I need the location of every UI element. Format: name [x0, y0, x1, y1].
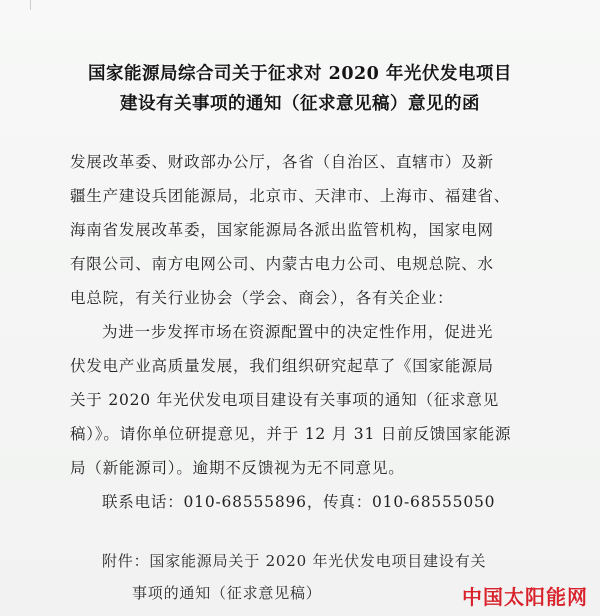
document-title-line-2: 建设有关事项的通知（征求意见稿）意见的函	[120, 94, 480, 114]
contact-line: 联系电话：010-68555896，传真：010-68555050	[102, 493, 496, 511]
body-paragraph-line-4: 稿）》。请你单位研提意见，并于 12 月 31 日前反馈国家能源	[70, 425, 512, 443]
body-paragraph-line-1: 为进一步发挥市场在资源配置中的决定性作用，促进光	[102, 323, 494, 341]
page-crease-mark	[30, 0, 31, 10]
attachment-line-2: 事项的通知（征求意见稿）	[132, 584, 322, 602]
site-watermark: 中国太阳能网	[462, 585, 588, 609]
addressee-line-3: 海南省发展改革委，国家能源局各派出监管机构，国家电网	[70, 221, 494, 239]
addressee-line-2: 疆生产建设兵团能源局，北京市、天津市、上海市、福建省、	[70, 187, 511, 205]
body-paragraph-line-2: 伏发电产业高质量发展，我们组织研究起草了《国家能源局	[70, 357, 494, 375]
body-paragraph-line-5: 局（新能源司）。逾期不反馈视为无不同意见。	[70, 459, 405, 477]
attachment-line-1: 附件：国家能源局关于 2020 年光伏发电项目建设有关	[102, 552, 487, 570]
addressee-line-4: 有限公司、南方电网公司、内蒙古电力公司、电规总院、水	[70, 255, 494, 273]
addressee-line-5: 电总院，有关行业协会（学会、商会），各有关企业：	[70, 289, 454, 307]
document-title-line-1: 国家能源局综合司关于征求对 2020 年光伏发电项目	[88, 64, 512, 84]
addressee-line-1: 发展改革委、财政部办公厅，各省（自治区、直辖市）及新	[70, 153, 494, 171]
body-paragraph-line-3: 关于 2020 年光伏发电项目建设有关事项的通知（征求意见	[70, 391, 500, 409]
